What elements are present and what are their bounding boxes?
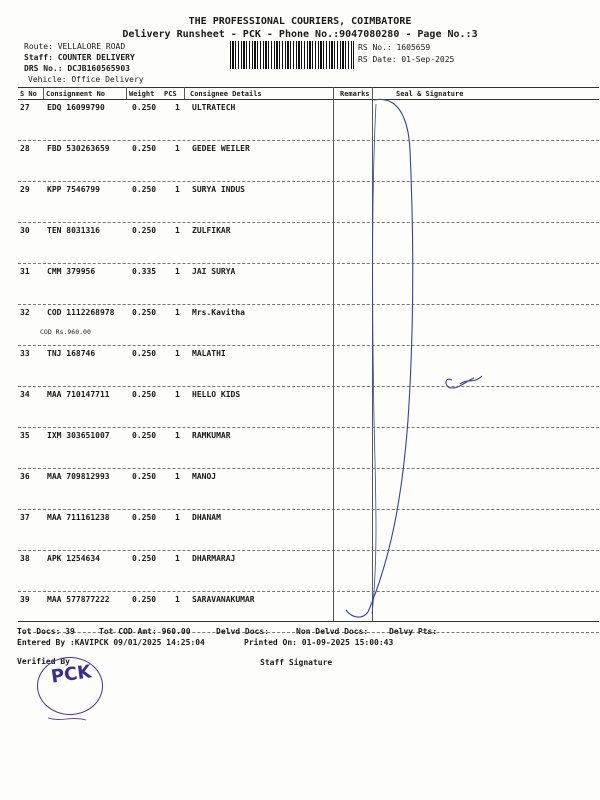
cell-weight: 0.250: [132, 144, 157, 153]
signature-bracket-stroke: [346, 99, 413, 617]
drs-number: DRS No.: DCJB160565903: [24, 64, 130, 73]
cell-pcs: 1: [175, 472, 180, 481]
cell-consignment-no: TEN 8031316: [47, 226, 100, 235]
cell-weight: 0.250: [132, 349, 157, 358]
verified-by: Verified By: [17, 657, 70, 666]
cell-pcs: 1: [175, 144, 180, 153]
cell-consignment-no: EDQ 16099790: [47, 103, 105, 112]
cell-weight: 0.250: [132, 472, 157, 481]
cell-consignee: DHANAM: [192, 513, 221, 522]
cell-consignee: SURYA INDUS: [192, 185, 245, 194]
cell-sno: 39: [20, 595, 30, 604]
cell-weight: 0.250: [132, 431, 157, 440]
rs-date: RS Date: 01-Sep-2025: [358, 55, 455, 64]
cell-consignment-no: FBD 530263659: [47, 144, 110, 153]
cell-consignee: MANOJ: [192, 472, 217, 481]
cell-consignee: ULTRATECH: [192, 103, 236, 112]
cell-pcs: 1: [175, 226, 180, 235]
total-cod-amount: Tot COD Amt: 960.00: [99, 627, 191, 636]
cell-pcs: 1: [175, 349, 180, 358]
cell-consignment-no: APK 1254634: [47, 554, 100, 563]
entered-by: Entered By :KAVIPCK 09/01/2025 14:25:04: [17, 638, 205, 647]
printed-on: Printed On: 01-09-2025 15:00:43: [244, 638, 394, 647]
non-delivered-docs: Non Delvd Docs:: [296, 627, 369, 636]
cell-consignee: ZULFIKAR: [192, 226, 231, 235]
cell-cod-note: COD Rs.960.00: [40, 328, 91, 336]
cell-weight: 0.250: [132, 513, 157, 522]
cell-weight: 0.250: [132, 226, 157, 235]
cell-pcs: 1: [175, 595, 180, 604]
cell-sno: 38: [20, 554, 30, 563]
cell-pcs: 1: [175, 554, 180, 563]
cell-consignee: SARAVANAKUMAR: [192, 595, 255, 604]
cell-consignee: HELLO KIDS: [192, 390, 241, 399]
initials-scribble: [446, 376, 482, 388]
cell-consignment-no: MAA 709812993: [47, 472, 110, 481]
cell-consignment-no: KPP 7546799: [47, 185, 100, 194]
cell-sno: 32: [20, 308, 30, 317]
cell-pcs: 1: [175, 267, 180, 276]
cell-weight: 0.335: [132, 267, 157, 276]
staff-signature-label: Staff Signature: [260, 658, 333, 667]
company-title: THE PROFESSIONAL COURIERS, COIMBATORE: [188, 16, 412, 27]
cell-sno: 37: [20, 513, 30, 522]
cell-pcs: 1: [175, 513, 180, 522]
cell-weight: 0.250: [132, 390, 157, 399]
cell-consignee: GEDEE WEILER: [192, 144, 250, 153]
cell-sno: 33: [20, 349, 30, 358]
signature-inner-stroke: [372, 104, 376, 614]
cell-consignment-no: MAA 710147711: [47, 390, 110, 399]
header-sno: S No: [20, 90, 37, 98]
cell-sno: 35: [20, 431, 30, 440]
cell-consignment-no: MAA 577877222: [47, 595, 110, 604]
cell-weight: 0.250: [132, 185, 157, 194]
cell-consignment-no: TNJ 168746: [47, 349, 96, 358]
header-consignee: Consignee Details: [190, 90, 262, 98]
cell-sno: 27: [20, 103, 30, 112]
cell-pcs: 1: [175, 390, 180, 399]
cell-consignment-no: CMM 379956: [47, 267, 96, 276]
cell-consignee: RAMKUMAR: [192, 431, 231, 440]
pck-stamp-text: PCK: [49, 661, 93, 688]
rs-number: RS No.: 1605659: [358, 43, 431, 52]
cell-sno: 29: [20, 185, 30, 194]
cell-weight: 0.250: [132, 595, 157, 604]
cell-pcs: 1: [175, 308, 180, 317]
staff-label: Staff: COUNTER DELIVERY: [24, 53, 135, 62]
delivery-points: Delvy Pts:: [389, 627, 438, 636]
cell-sno: 31: [20, 267, 30, 276]
vehicle-label: Vehicle: Office Delivery: [28, 75, 144, 84]
cell-consignment-no: IXM 303651007: [47, 431, 110, 440]
route-label: Route: VELLALORE ROAD: [24, 42, 126, 51]
cell-sno: 30: [20, 226, 30, 235]
cell-weight: 0.250: [132, 103, 157, 112]
cell-sno: 36: [20, 472, 30, 481]
cell-pcs: 1: [175, 185, 180, 194]
header-remarks: Remarks: [340, 90, 370, 98]
cell-consignment-no: MAA 711161238: [47, 513, 110, 522]
header-consignment: Consignment No: [46, 90, 106, 98]
cell-sno: 28: [20, 144, 30, 153]
cell-weight: 0.250: [132, 554, 157, 563]
header-weight: Weight: [129, 90, 155, 98]
cell-pcs: 1: [175, 103, 180, 112]
cell-consignee: MALATHI: [192, 349, 226, 358]
cell-consignment-no: COD 1112268978: [47, 308, 115, 317]
runsheet-subtitle: Delivery Runsheet - PCK - Phone No.:9047080280 - Page No.:3: [122, 29, 478, 40]
cell-consignee: JAI SURYA: [192, 267, 236, 276]
delivered-docs: Delvd Docs:: [216, 627, 269, 636]
total-docs: Tot Docs: 39: [17, 627, 75, 636]
cell-consignee: DHARMARAJ: [192, 554, 236, 563]
cell-sno: 34: [20, 390, 30, 399]
stamp-squiggle: [48, 718, 86, 720]
cell-pcs: 1: [175, 431, 180, 440]
cell-weight: 0.250: [132, 308, 157, 317]
header-pcs: PCS: [164, 90, 177, 98]
header-seal: Seal & Signature: [396, 90, 464, 98]
cell-consignee: Mrs.Kavitha: [192, 308, 245, 317]
